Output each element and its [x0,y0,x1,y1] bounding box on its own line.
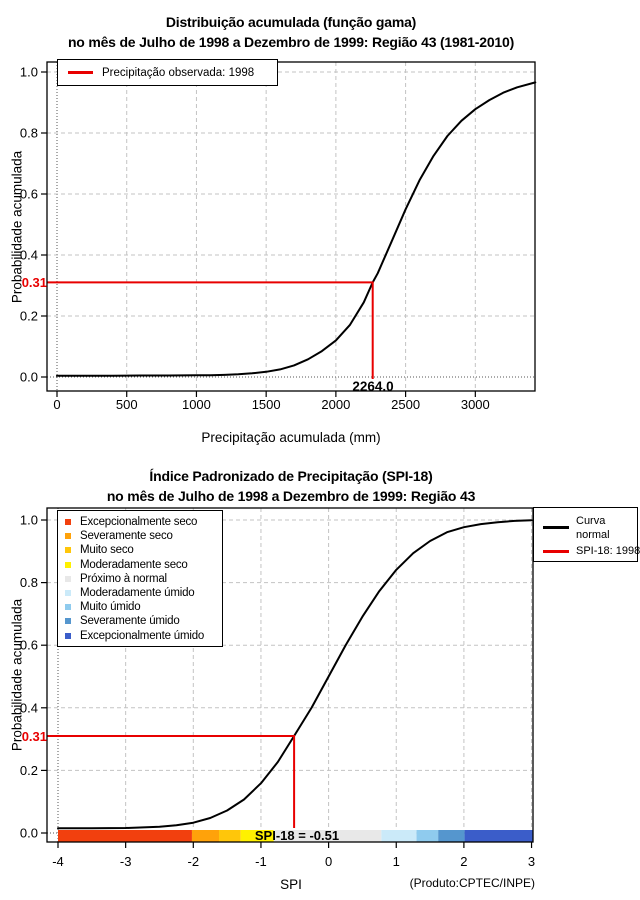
category-marker [65,576,71,582]
x-tick-label: 500 [115,397,138,412]
colorbar-segment [381,830,416,842]
x-tick-label: -2 [187,854,200,869]
legend-item [58,586,222,600]
x-tick-label: 2 [460,854,468,869]
category-label: Moderadamente seco [80,558,188,571]
y-tick-label: 0.4 [19,247,38,263]
colorbar-value-label: SPI-18 = -0.51 [254,828,340,843]
y-tick-label: 0.6 [19,637,38,653]
chart1-legend [57,59,278,86]
x-tick-label: 0 [324,854,333,869]
x-tick-label: 0 [53,397,61,412]
category-label: Próximo à normal [80,572,167,585]
x-tick-label: 3000 [460,397,490,412]
legend-item [58,515,222,529]
category-marker [65,533,71,539]
y-tick-label: 1.0 [19,512,38,528]
category-label: Severamente úmido [80,615,180,628]
category-label: Excepcionalmente seco [80,516,198,529]
colorbar-segment [58,830,192,842]
chart1-ylabel-text: Probabilidade acumulada [9,150,25,304]
y-tick-label: 0.2 [19,762,38,778]
x-tick-label: 1500 [251,397,281,412]
category-marker [65,618,71,624]
legend-normal: normal [576,529,610,541]
x-tick-label: 2500 [391,397,421,412]
category-marker [65,633,71,639]
chart2-subtitle: no mês de Julho de 1998 a Dezembro de 1999: Região 43 [106,488,476,504]
x-tick-label: 1 [392,854,400,869]
y-tick-label: 0.4 [19,700,38,716]
product-footnote: (Produto:CPTEC/INPE) [409,876,535,890]
legend-curva: Curva [576,515,606,527]
y-tick-label: 0.8 [19,125,38,141]
y-tick-label: 0.0 [19,825,38,841]
category-label: Muito seco [80,544,134,557]
x-tick-label: -3 [119,854,132,869]
legend-item [58,558,222,572]
x-tick-label: 3 [527,854,536,869]
category-marker [65,590,71,596]
observed-line-sample [68,71,93,74]
chart1-subtitle: no mês de Julho de 1998 a Dezembro de 1999: Região 43 (1981-2010) [67,34,515,50]
legend-spi-1998: SPI-18: 1998 [576,545,640,557]
category-marker [65,519,71,525]
chart1-annotation-y-label: 0.31 [21,275,47,290]
category-label: Excepcionalmente úmido [80,629,205,642]
chart2-title: Índice Padronizado de Precipitação (SPI-18) [149,468,433,484]
x-tick-label: 2000 [321,397,351,412]
legend-item [58,614,222,628]
chart1-legend-label: Precipitação observada: 1998 [102,66,255,79]
plot-area [47,62,535,391]
chart2-ylabel-text: Probabilidade acumulada [9,598,25,752]
colorbar-segment [465,830,533,842]
category-marker [65,604,71,610]
y-tick-label: 0.2 [19,308,38,324]
legend-item [58,629,222,643]
chart1-xlabel: Precipitação acumulada (mm) [201,430,381,445]
colorbar-segment [438,830,464,842]
chart2-lines-legend [533,507,638,562]
category-marker [65,547,71,553]
x-tick-label: -1 [255,854,267,869]
chart2-xlabel: SPI [280,877,302,892]
colorbar-segment [417,830,439,842]
normal-curve-line-sample [543,526,569,529]
legend-item [58,572,222,586]
y-tick-label: 0.8 [19,575,38,591]
y-tick-label: 0.0 [19,369,38,385]
category-label: Severamente seco [80,530,173,543]
colorbar-segment [219,830,241,842]
legend-item [58,600,222,614]
y-tick-label: 0.6 [19,186,38,202]
category-marker [65,562,71,568]
x-tick-label: -4 [52,854,64,869]
category-label: Muito úmido [80,601,141,614]
category-label: Moderadamente úmido [80,587,195,600]
x-tick-label: 1000 [181,397,211,412]
y-tick-label: 1.0 [19,64,38,80]
legend-item [58,529,222,543]
chart1-title: Distribuição acumulada (função gama) [165,14,417,30]
spi-line-sample [543,550,569,553]
legend-item [58,543,222,557]
chart1-annotation-x-label: 2264.0 [352,379,394,394]
colorbar-segment [192,830,219,842]
spi-categories-legend [57,510,223,647]
chart2-annotation-y-label: 0.31 [21,729,47,744]
